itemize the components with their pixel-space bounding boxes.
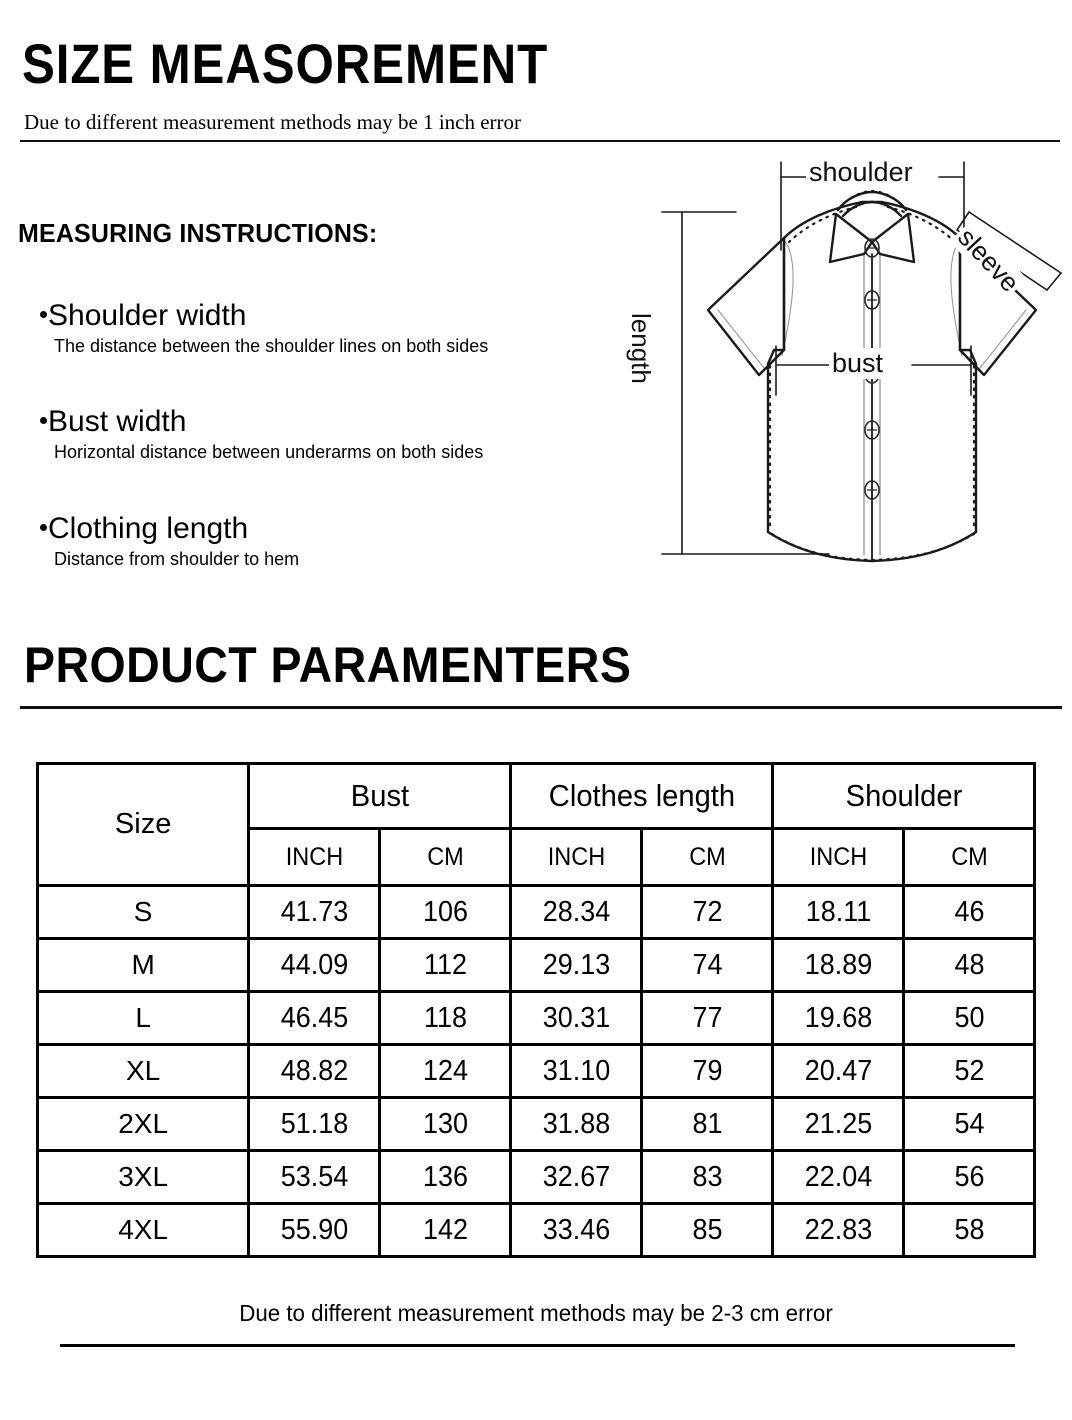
diagram-label-length: length	[625, 310, 656, 387]
size-chart-table	[36, 762, 1036, 1258]
cell-bust-cm: 136	[384, 1151, 506, 1204]
cell-shoulder-cm: 52	[908, 1045, 1030, 1098]
cell-shoulder-inch: 22.83	[777, 1204, 899, 1257]
table-row	[38, 939, 1035, 992]
table-body	[38, 886, 1035, 1257]
product-parameters-heading: PRODUCT PARAMENTERS	[24, 637, 632, 693]
bullet-icon	[40, 524, 47, 531]
cell-length-inch: 31.10	[515, 1045, 637, 1098]
cell-shoulder-inch: 22.04	[777, 1151, 899, 1204]
size-table-container	[36, 762, 1036, 1258]
bullet-icon	[40, 417, 47, 424]
cell-length-inch: 33.46	[515, 1204, 637, 1257]
instruction-description: The distance between the shoulder lines on both sides	[54, 335, 489, 356]
parameters-divider	[20, 706, 1062, 709]
instruction-item-shoulder-width	[40, 300, 620, 357]
cell-size: S	[38, 886, 249, 939]
table-row	[38, 1204, 1035, 1257]
cell-shoulder-cm: 50	[908, 992, 1030, 1045]
cell-size: 2XL	[38, 1098, 249, 1151]
cell-shoulder-cm: 56	[908, 1151, 1030, 1204]
cell-shoulder-inch: 18.11	[777, 886, 899, 939]
cell-shoulder-cm: 46	[908, 886, 1030, 939]
cell-bust-inch: 46.45	[253, 992, 375, 1045]
column-header-size: Size	[38, 764, 249, 886]
cell-bust-inch: 51.18	[253, 1098, 375, 1151]
page-title: SIZE MEASOREMENT	[22, 32, 549, 95]
cell-length-cm: 72	[646, 886, 768, 939]
column-header-bust-cm: CM	[384, 829, 507, 886]
cell-bust-cm: 124	[384, 1045, 506, 1098]
diagram-label-bust: bust	[829, 348, 886, 379]
column-header-bust-inch: INCH	[253, 829, 376, 886]
cell-bust-cm: 118	[384, 992, 506, 1045]
column-header-length-cm: CM	[646, 829, 769, 886]
cell-length-inch: 32.67	[515, 1151, 637, 1204]
table-row	[38, 886, 1035, 939]
instruction-item-clothing-length	[40, 513, 620, 570]
footer-divider	[60, 1344, 1015, 1347]
cell-shoulder-inch: 20.47	[777, 1045, 899, 1098]
instruction-term-label: Clothing length	[48, 512, 249, 545]
measuring-instructions	[18, 218, 618, 569]
cell-shoulder-cm: 54	[908, 1098, 1030, 1151]
cell-shoulder-inch: 18.89	[777, 939, 899, 992]
cell-length-cm: 81	[646, 1098, 768, 1151]
header-divider	[20, 140, 1060, 142]
column-header-shoulder-cm: CM	[907, 829, 1030, 886]
bullet-icon	[40, 311, 47, 318]
instructions-heading: MEASURING INSTRUCTIONS:	[18, 218, 378, 248]
table-header-row-groups	[38, 764, 1035, 829]
table-row	[38, 992, 1035, 1045]
cell-length-cm: 83	[646, 1151, 768, 1204]
cell-bust-inch: 44.09	[253, 939, 375, 992]
cell-size: 4XL	[38, 1204, 249, 1257]
instruction-term	[40, 406, 620, 438]
instruction-term	[40, 300, 620, 332]
cell-shoulder-cm: 58	[908, 1204, 1030, 1257]
instruction-term	[40, 513, 620, 545]
diagram-label-shoulder: shoulder	[806, 157, 916, 188]
table-row	[38, 1045, 1035, 1098]
footer-note: Due to different measurement methods may be 2-3 cm error	[239, 1300, 833, 1326]
instruction-term-label: Shoulder width	[48, 299, 247, 332]
column-group-shoulder: Shoulder	[780, 764, 1026, 829]
cell-bust-cm: 130	[384, 1098, 506, 1151]
cell-bust-inch: 41.73	[253, 886, 375, 939]
cell-length-inch: 29.13	[515, 939, 637, 992]
cell-size: M	[38, 939, 249, 992]
page-subtitle: Due to different measurement methods may be 1 inch error	[24, 110, 522, 134]
cell-shoulder-cm: 48	[908, 939, 1030, 992]
cell-length-inch: 28.34	[515, 886, 637, 939]
cell-bust-cm: 142	[384, 1204, 506, 1257]
cell-size: L	[38, 992, 249, 1045]
shirt-measurement-diagram	[624, 150, 1072, 590]
cell-shoulder-inch: 19.68	[777, 992, 899, 1045]
cell-length-cm: 74	[646, 939, 768, 992]
instruction-item-bust-width	[40, 406, 620, 463]
table-head	[38, 764, 1035, 886]
column-group-bust: Bust	[257, 764, 503, 829]
cell-length-inch: 31.88	[515, 1098, 637, 1151]
instruction-description: Distance from shoulder to hem	[54, 548, 300, 569]
cell-bust-cm: 106	[384, 886, 506, 939]
column-header-shoulder-inch: INCH	[777, 829, 900, 886]
column-group-clothes-length: Clothes length	[519, 764, 765, 829]
column-header-length-inch: INCH	[515, 829, 638, 886]
cell-length-cm: 79	[646, 1045, 768, 1098]
cell-size: 3XL	[38, 1151, 249, 1204]
cell-bust-inch: 53.54	[253, 1151, 375, 1204]
cell-length-cm: 77	[646, 992, 768, 1045]
table-row	[38, 1098, 1035, 1151]
cell-shoulder-inch: 21.25	[777, 1098, 899, 1151]
cell-size: XL	[38, 1045, 249, 1098]
instruction-description: Horizontal distance between underarms on both sides	[54, 441, 484, 462]
table-row	[38, 1151, 1035, 1204]
instruction-term-label: Bust width	[48, 405, 187, 438]
cell-bust-inch: 48.82	[253, 1045, 375, 1098]
diagram-label-sleeve: sleeve	[949, 220, 1027, 300]
cell-length-inch: 30.31	[515, 992, 637, 1045]
cell-bust-inch: 55.90	[253, 1204, 375, 1257]
cell-bust-cm: 112	[384, 939, 506, 992]
cell-length-cm: 85	[646, 1204, 768, 1257]
